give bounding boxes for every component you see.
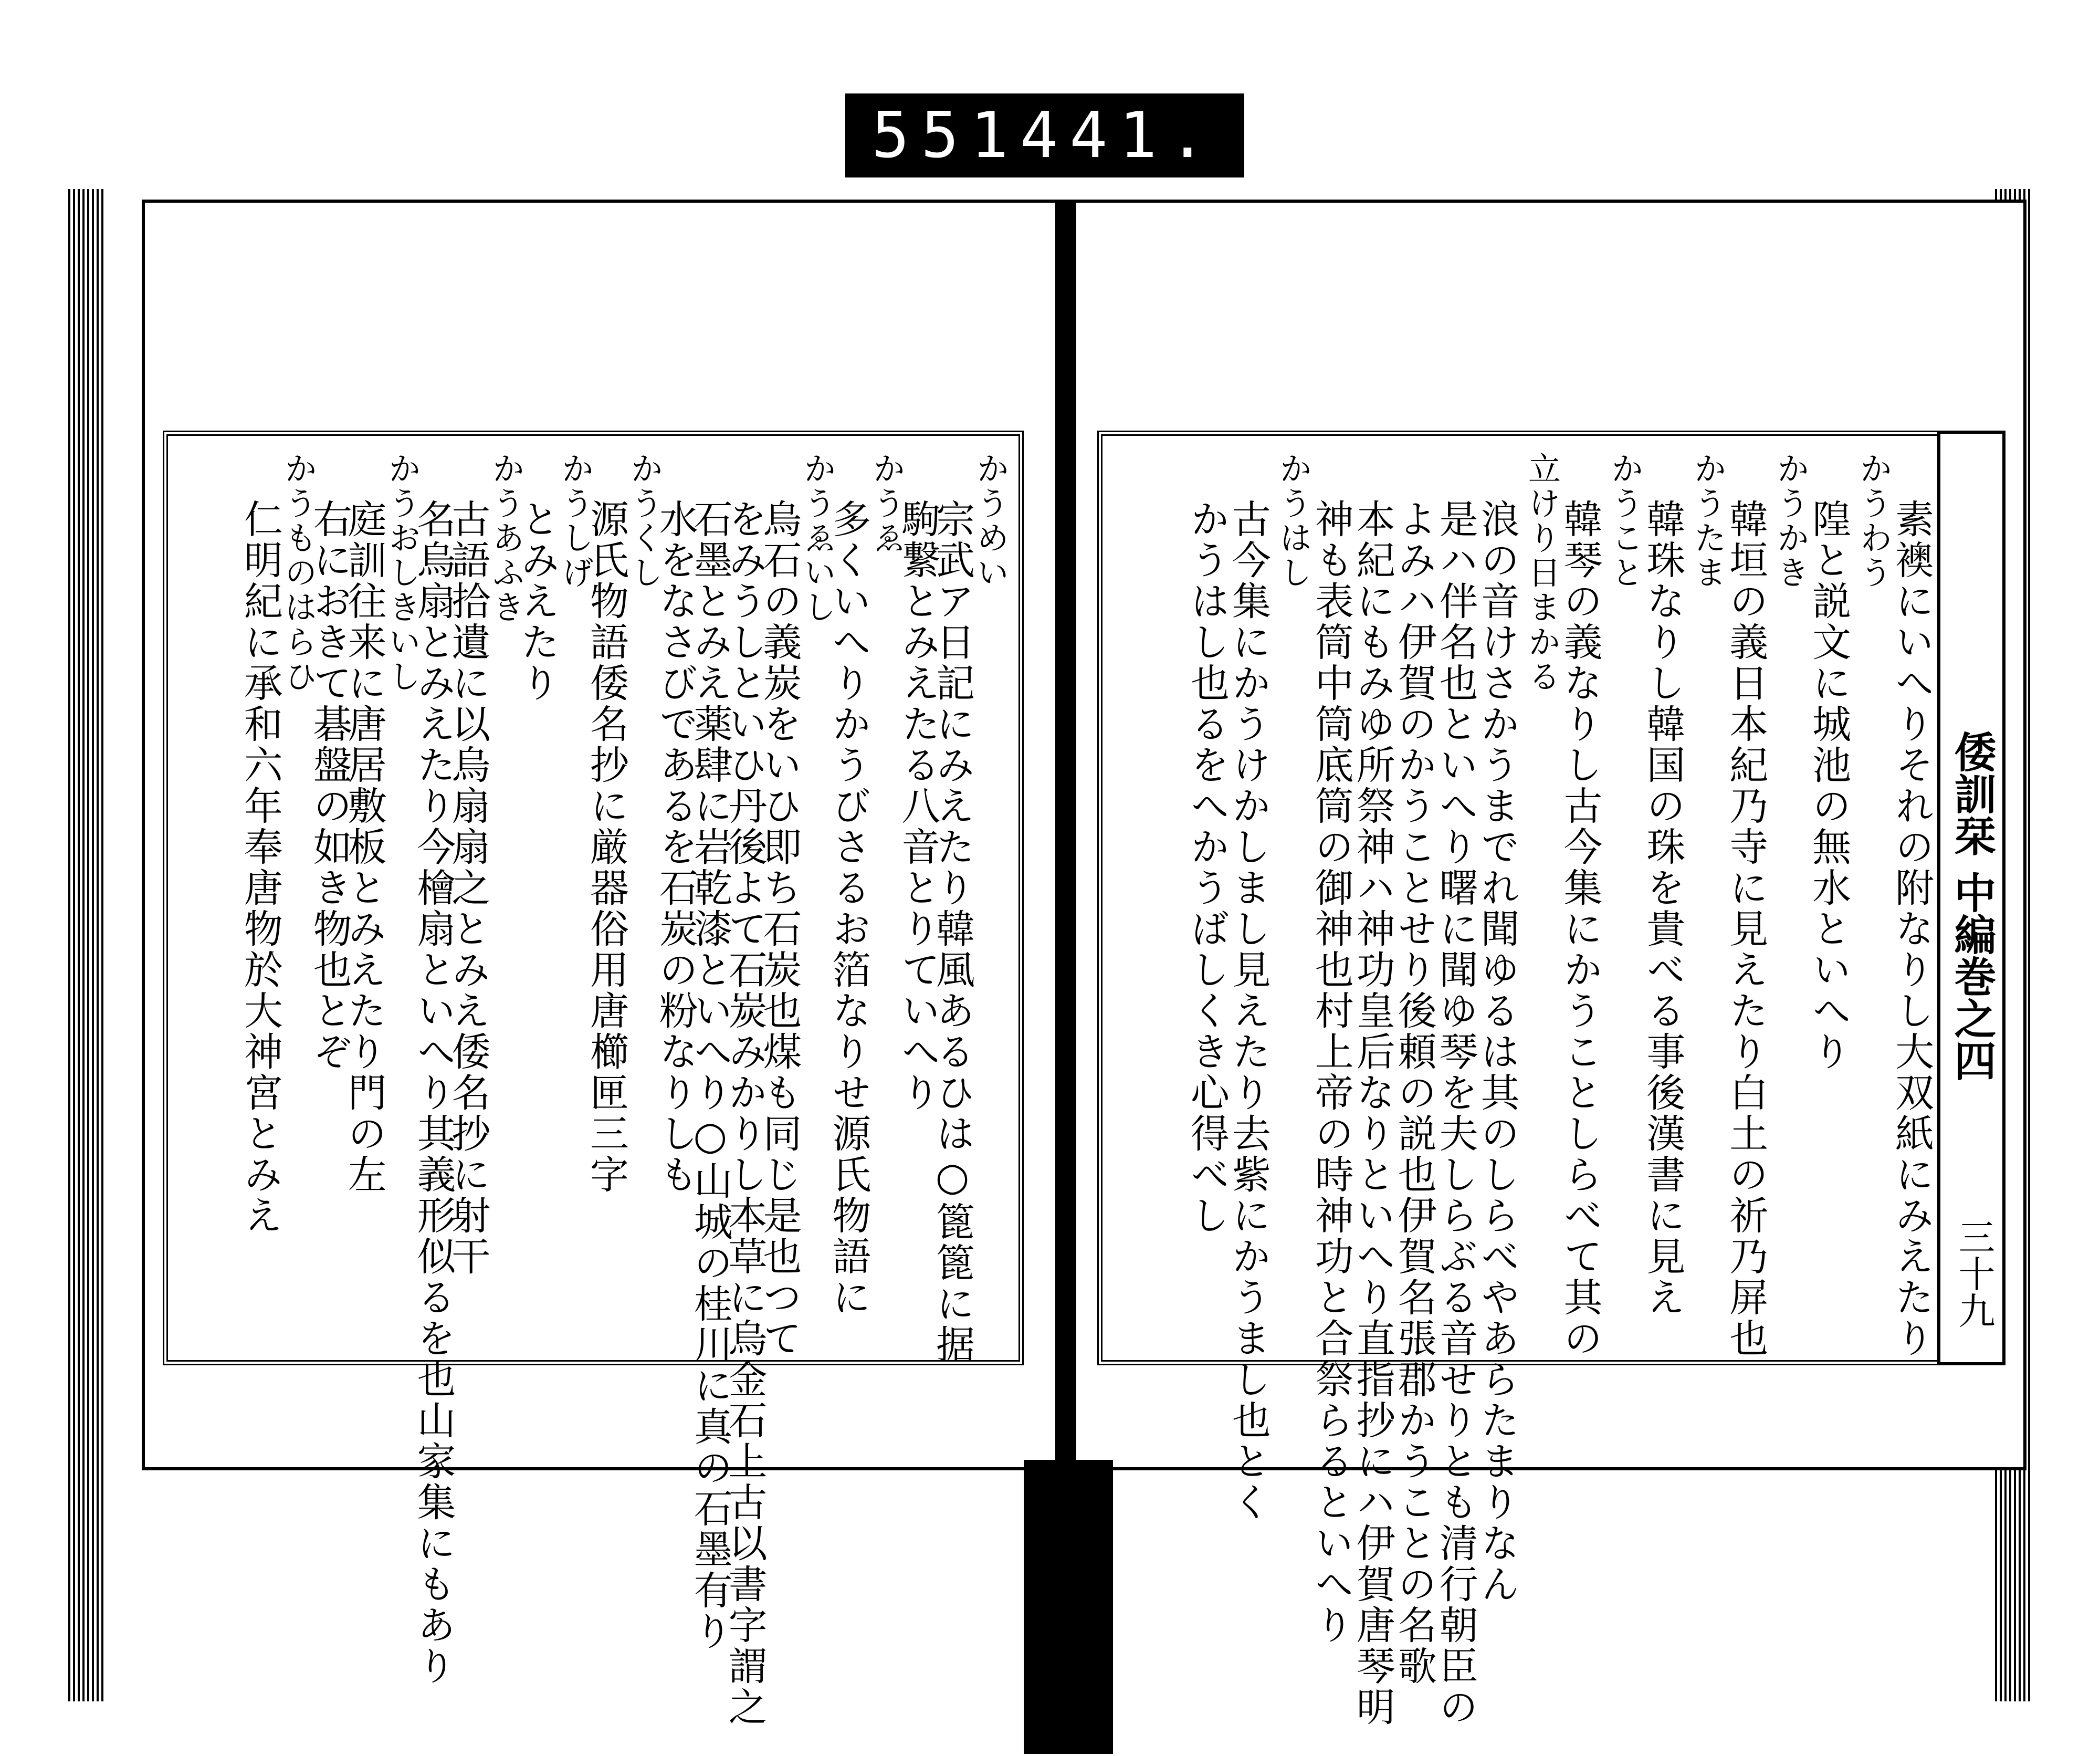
right_page-text-column: 古今集にかうけかしまし見えたり去紫にかうまし也とく <box>1225 499 1271 1523</box>
open-book <box>131 200 2026 1728</box>
right_page-text-column: 素襖にいへりそれの附なりし大双紙にみえたり <box>1889 499 1935 1359</box>
catalog-number-left: 551 <box>872 99 1020 172</box>
right_page-text-column: 韓琴の義なりし古今集にかうことしらべて其の <box>1557 499 1603 1359</box>
right_page-headword: 立けり日まかる <box>1522 452 1561 694</box>
right_page-text-column: 韓垣の義日本紀乃寺に見えたり白土の祈乃屏也 <box>1723 499 1769 1359</box>
left_page-text-column: 右におきて碁盤の如き物也とぞ <box>307 499 352 1072</box>
left_page-headword: かうゑいし <box>798 452 837 625</box>
left_page-text-column: 烏石の義炭をいひ即ち石炭也煤も同じ是也つて <box>757 499 802 1359</box>
catalog-number-right: 441. <box>1020 99 1218 172</box>
catalog-label <box>845 93 1244 177</box>
left_page-headword: かうあふき <box>487 452 526 625</box>
left_page-headword: かうゑ <box>867 452 906 556</box>
left_page-text-column: 名烏扇とみえたり今檜扇といへり其義形似るを也山家集にもあり <box>411 499 456 1687</box>
left_page-text-column: 古語拾遺に以烏扇扇之とみえ倭名抄に射干 <box>445 499 491 1277</box>
left_page-text-column: 仁明紀に承和六年奉唐物於大神宮とみえ <box>237 499 283 1236</box>
left-text-frame <box>163 431 1024 1728</box>
right_page-text-column: 本紀にもみゆ所祭神ハ神功皇后なりといへり直指抄にハ伊賀唐琴明 <box>1350 499 1395 1728</box>
right-text-frame <box>1097 431 1990 1728</box>
left_page-headword: かうくし <box>625 452 664 590</box>
right_page-text-column: 神も表筒中筒底筒の御神也村上帝の時神功と合祭らるといへり <box>1308 499 1354 1646</box>
left_page-text-column: 駒繋とみえたる八音とりていへり <box>895 499 941 1113</box>
right_page-headword: かうはし <box>1274 452 1312 590</box>
right_page-text-column: 是ハ伴名也といへり曙に聞ゆ琴を夫しらぶる音せりとも清行朝臣の <box>1433 499 1478 1728</box>
right_page-text-column: 浪の音けさかうまでれ聞ゆるは其のしらべやあらたまりなん <box>1474 499 1520 1605</box>
right_page-headword: かうたま <box>1688 452 1727 590</box>
spine-shadow <box>1024 1460 1113 1754</box>
left_page-text-column: 宗武ア日記にみえたり韓風あるひは○篦篦に据 <box>930 499 975 1365</box>
left_page-headword: かうしげ <box>556 452 595 590</box>
left_page-headword: かうものはらひ <box>279 452 318 694</box>
right_page-text-column: よみハ伊賀のかうことせり後頼の説也伊賀名張郡かうことの名歌 <box>1391 499 1437 1687</box>
right-page-number: 三十九 <box>1952 1218 1996 1329</box>
left_page-text-column: とみえたり <box>514 499 560 704</box>
right_page-headword: かうこと <box>1605 452 1644 590</box>
right_page-text-column: 隍と説文に城池の無水といへり <box>1806 499 1852 1072</box>
left_page-text-column: をみうしといひ丹後よて石炭みかりし本草に烏金石上古以書字謂之 <box>722 499 768 1728</box>
left_page-text-column: 水をなさびであるを石炭の粉なりしも <box>653 499 698 1195</box>
right_page-text-column: かうはし也るをへかうばしくき心得べし <box>1184 499 1230 1236</box>
page-edge-left <box>68 189 105 1701</box>
right_page-headword: かうわう <box>1854 452 1893 590</box>
left_page-text-column: 石墨とみえ薬肆に岩乾漆といへり○山城の桂川に真の石墨有り <box>687 499 733 1652</box>
left_page-headword: かうめい <box>971 452 1010 590</box>
right-margin-title-text: 倭訓栞 中編巻之四 <box>1947 730 1997 1081</box>
left_page-headword: かうおしきいし <box>383 452 422 694</box>
left_page-text-column: 多くいへりかうびさるお箔なりせ源氏物語に <box>826 499 872 1318</box>
left_page-text-column: 源氏物語倭名抄に厳器俗用唐櫛匣三字 <box>584 499 629 1195</box>
right_page-headword: かうかき <box>1771 452 1810 590</box>
left_page-text-column: 庭訓往来に唐居敷板とみえたり門の左 <box>341 499 387 1195</box>
right_page-text-column: 韓珠なりし韓国の珠を貴べる事後漢書に見え <box>1640 499 1686 1318</box>
